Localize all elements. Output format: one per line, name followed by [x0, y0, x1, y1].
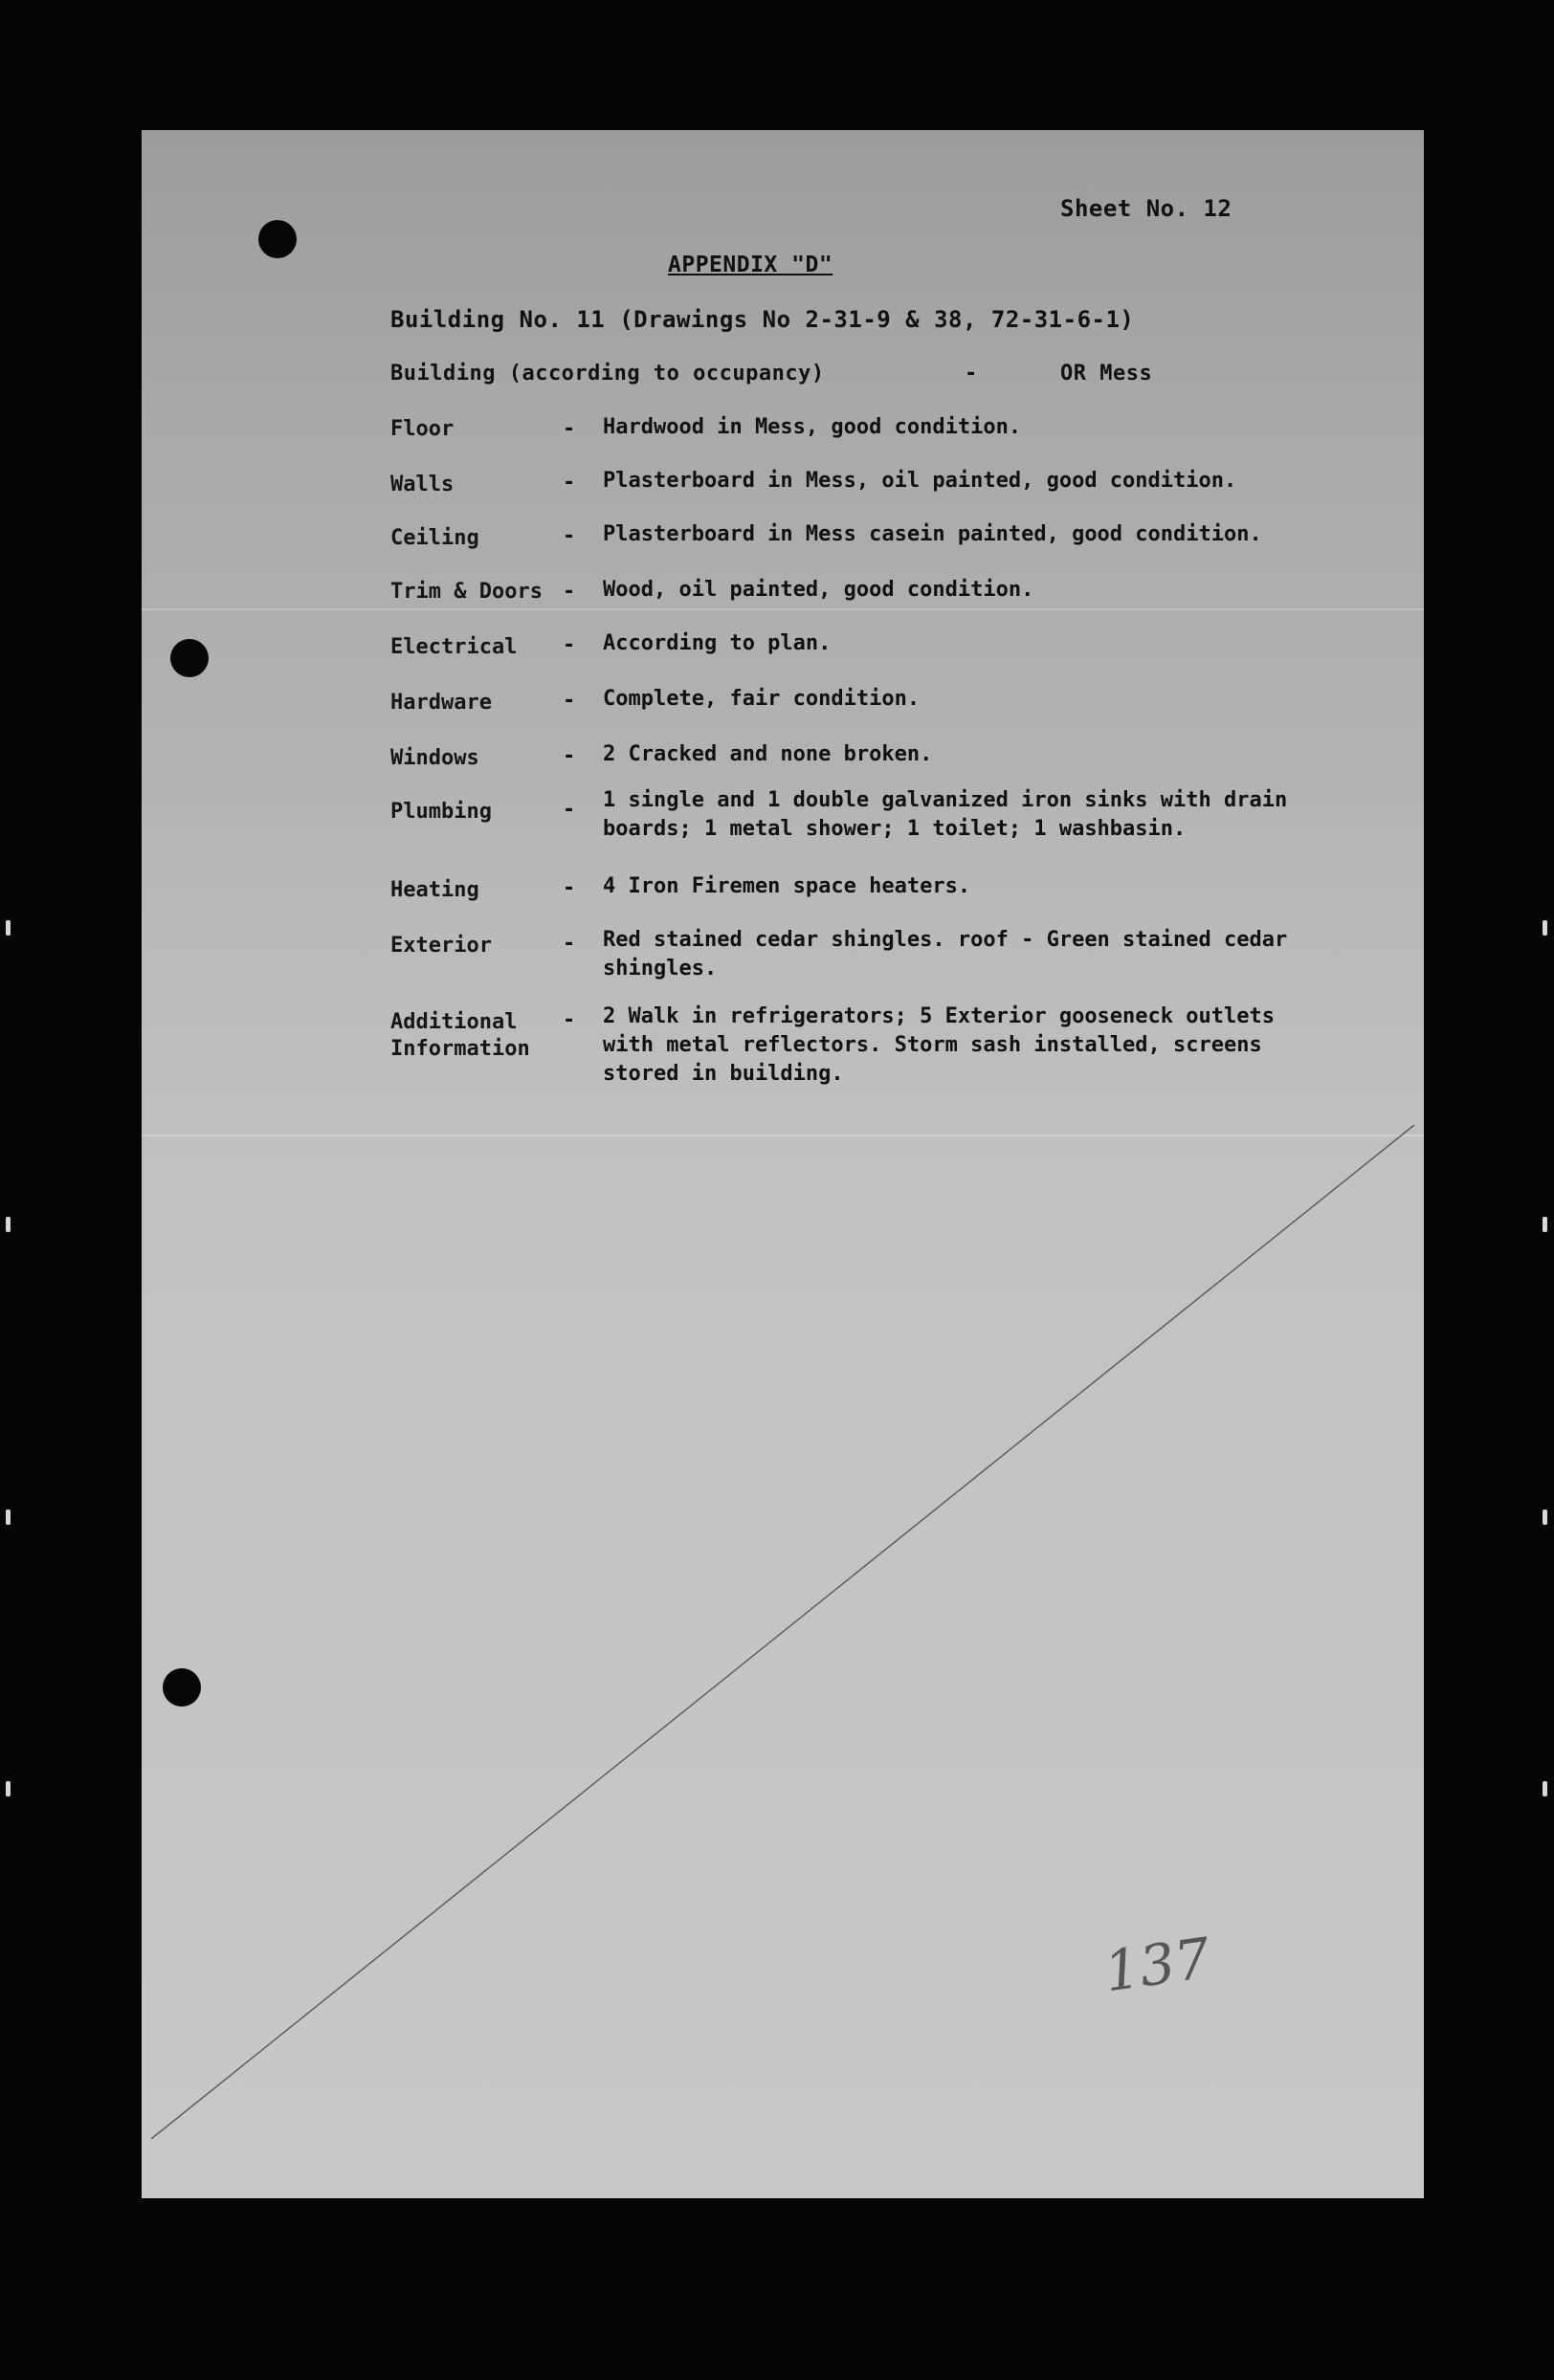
- row-value-line: 2 Walk in refrigerators; 5 Exterior gooseneck outlets: [603, 1004, 1275, 1028]
- building-number: Building No. 11 (Drawings No 2-31-9 & 38, 72-31-6-1): [390, 306, 1135, 333]
- occupancy-value: OR Mess: [1060, 362, 1153, 386]
- row-value-line: 1 single and 1 double galvanized iron sinks with drain: [603, 788, 1288, 812]
- row-value-line: stored in building.: [603, 1062, 844, 1086]
- row-dash: -: [563, 1008, 576, 1032]
- row-value: Hardwood in Mess, good condition.: [603, 415, 1022, 439]
- row-value-line: Red stained cedar shingles. roof - Green stained cedar: [603, 928, 1288, 952]
- punch-hole: [170, 639, 209, 677]
- row-label: Walls: [390, 473, 455, 496]
- row-value: According to plan.: [603, 631, 832, 655]
- row-label: Trim & Doors: [390, 580, 543, 604]
- row-label-line: Additional: [390, 1010, 518, 1034]
- row-label: Exterior: [390, 934, 492, 958]
- row-dash: -: [563, 471, 576, 495]
- row-value: Wood, oil painted, good condition.: [603, 578, 1034, 602]
- row-dash: -: [563, 932, 576, 956]
- punch-hole: [163, 1668, 201, 1707]
- row-value: Complete, fair condition.: [603, 687, 921, 711]
- row-value: Plasterboard in Mess, oil painted, good condition.: [603, 469, 1237, 493]
- row-dash: -: [563, 633, 576, 657]
- row-label: Plumbing: [390, 800, 492, 824]
- handwritten-page-number: 137: [1099, 1925, 1214, 2005]
- row-value: 2 Cracked and none broken.: [603, 742, 933, 766]
- row-label: Windows: [390, 746, 479, 770]
- row-value: Plasterboard in Mess casein painted, good condition.: [603, 522, 1262, 546]
- row-dash: -: [563, 689, 576, 713]
- row-value-line: boards; 1 metal shower; 1 toilet; 1 washbasin.: [603, 817, 1187, 841]
- occupancy-label: Building (according to occupancy): [390, 362, 825, 386]
- row-label-line: Information: [390, 1037, 530, 1061]
- row-dash: -: [563, 876, 576, 900]
- document-page: [142, 130, 1424, 2198]
- row-label: Ceiling: [390, 526, 479, 550]
- row-dash: -: [563, 417, 576, 441]
- row-value-line: with metal reflectors. Storm sash installed, screens: [603, 1033, 1262, 1057]
- row-label: Hardware: [390, 691, 492, 715]
- sheet-number: Sheet No. 12: [1060, 195, 1232, 222]
- row-dash: -: [563, 744, 576, 768]
- row-label: Heating: [390, 878, 479, 902]
- punch-hole: [258, 220, 297, 258]
- film-sprocket-mark: [1543, 1217, 1547, 1232]
- appendix-title: APPENDIX "D": [668, 253, 833, 277]
- film-sprocket-mark: [1543, 1781, 1547, 1796]
- film-sprocket-mark: [6, 1217, 11, 1232]
- film-sprocket-mark: [1543, 920, 1547, 936]
- row-dash: -: [563, 798, 576, 822]
- film-sprocket-mark: [6, 1510, 11, 1525]
- row-value: 4 Iron Firemen space heaters.: [603, 874, 971, 898]
- row-dash: -: [563, 524, 576, 548]
- film-sprocket-mark: [6, 1781, 11, 1796]
- film-sprocket-mark: [1543, 1510, 1547, 1525]
- row-label: Electrical: [390, 635, 518, 659]
- row-value-line: shingles.: [603, 957, 718, 981]
- row-dash: -: [563, 580, 576, 604]
- row-label: Floor: [390, 417, 455, 441]
- film-sprocket-mark: [6, 920, 11, 936]
- occupancy-dash: -: [965, 362, 978, 386]
